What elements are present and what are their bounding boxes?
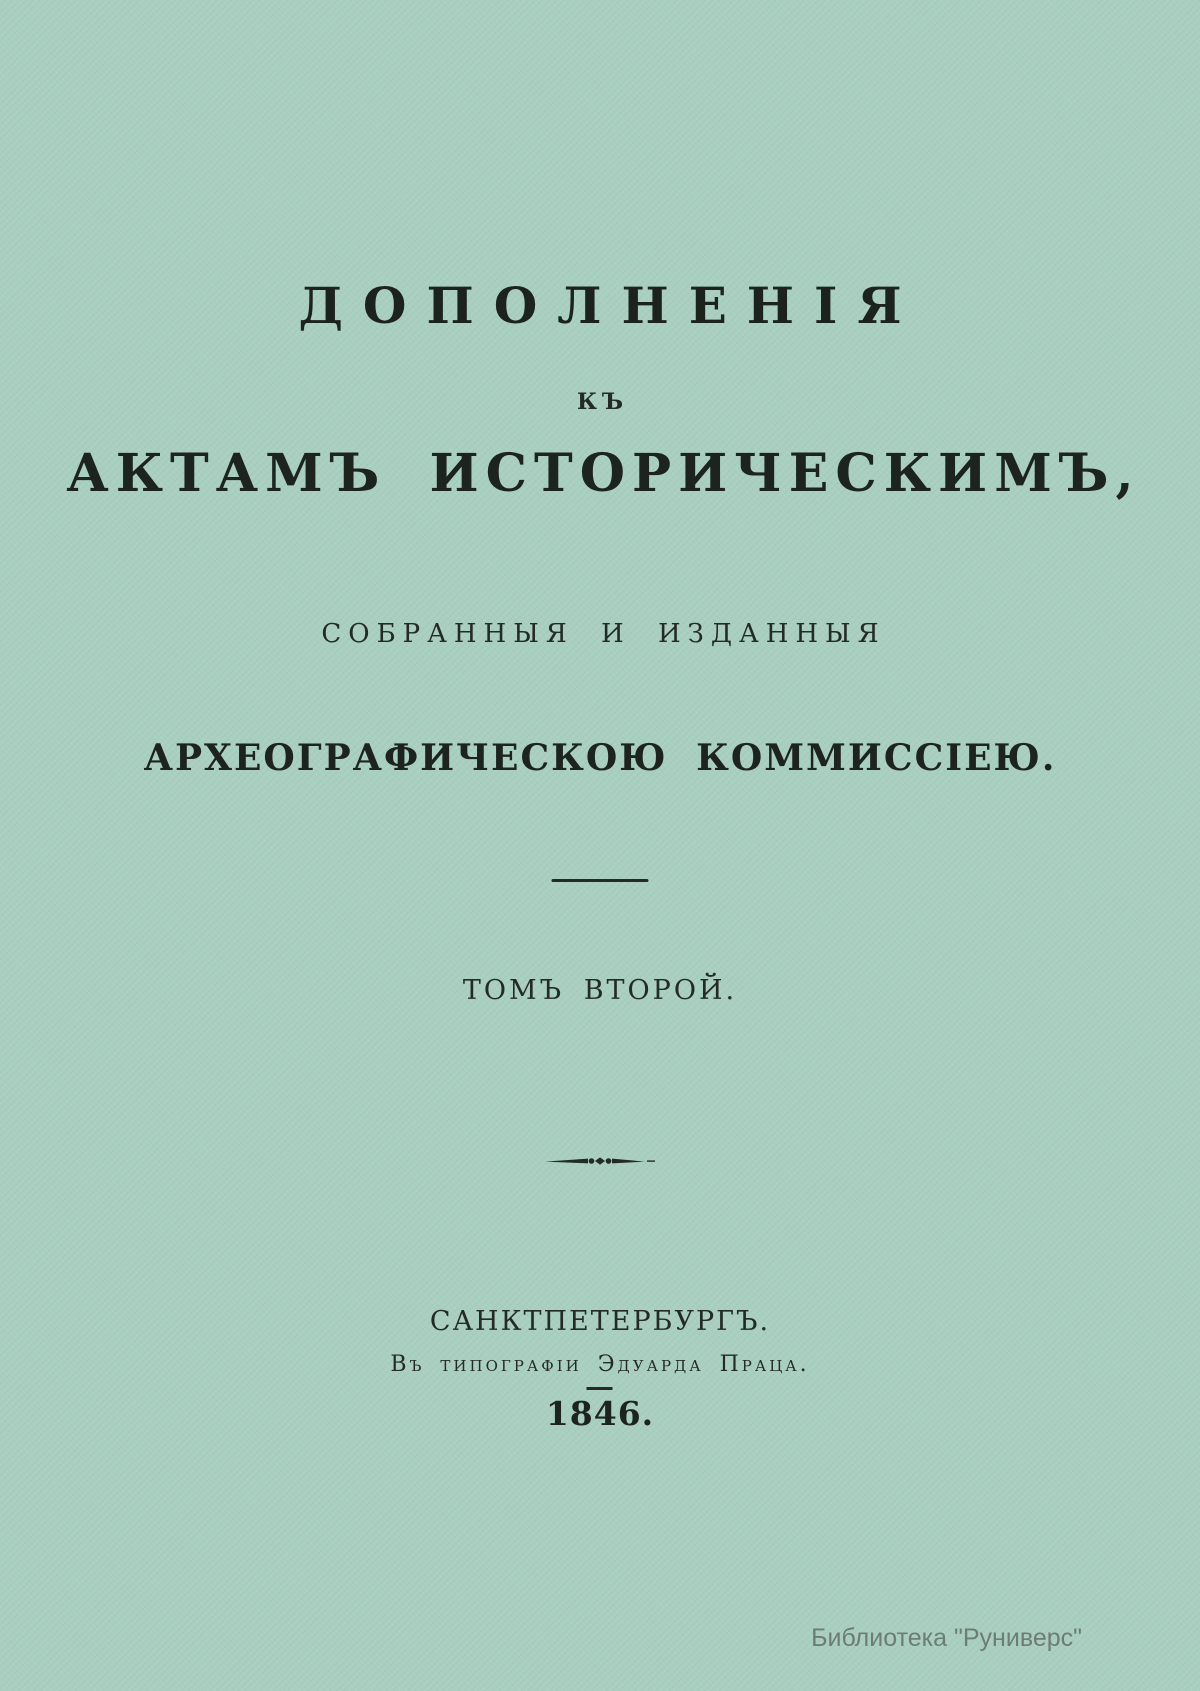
imprint-printer: Въ типографіи Эдуарда Праца.: [390, 1352, 810, 1377]
imprint-city: САНКТПЕТЕРБУРГЪ.: [429, 1306, 771, 1337]
series-title: ДОПОЛНЕНІЯ: [298, 276, 922, 335]
volume-line: ТОМЪ ВТОРОЙ.: [462, 975, 738, 1006]
edited-by-line: СОБРАННЫЯ И ИЗДАННЫЯ: [321, 619, 886, 649]
commission-line: АРХЕОГРАФИЧЕСКОЮ КОММИССІЕЮ.: [143, 737, 1057, 779]
imprint-year: 1846.: [545, 1394, 655, 1433]
main-title: АКТАМЪ ИСТОРИЧЕСКИМЪ,: [66, 443, 1141, 504]
connector-word: КЪ: [576, 389, 629, 415]
horizontal-rule-divider: [552, 879, 649, 882]
typographic-ornament-icon: [544, 1153, 656, 1172]
library-watermark: Библиотека "Руниверс": [811, 1624, 1082, 1652]
imprint-dash-divider: [586, 1387, 612, 1390]
